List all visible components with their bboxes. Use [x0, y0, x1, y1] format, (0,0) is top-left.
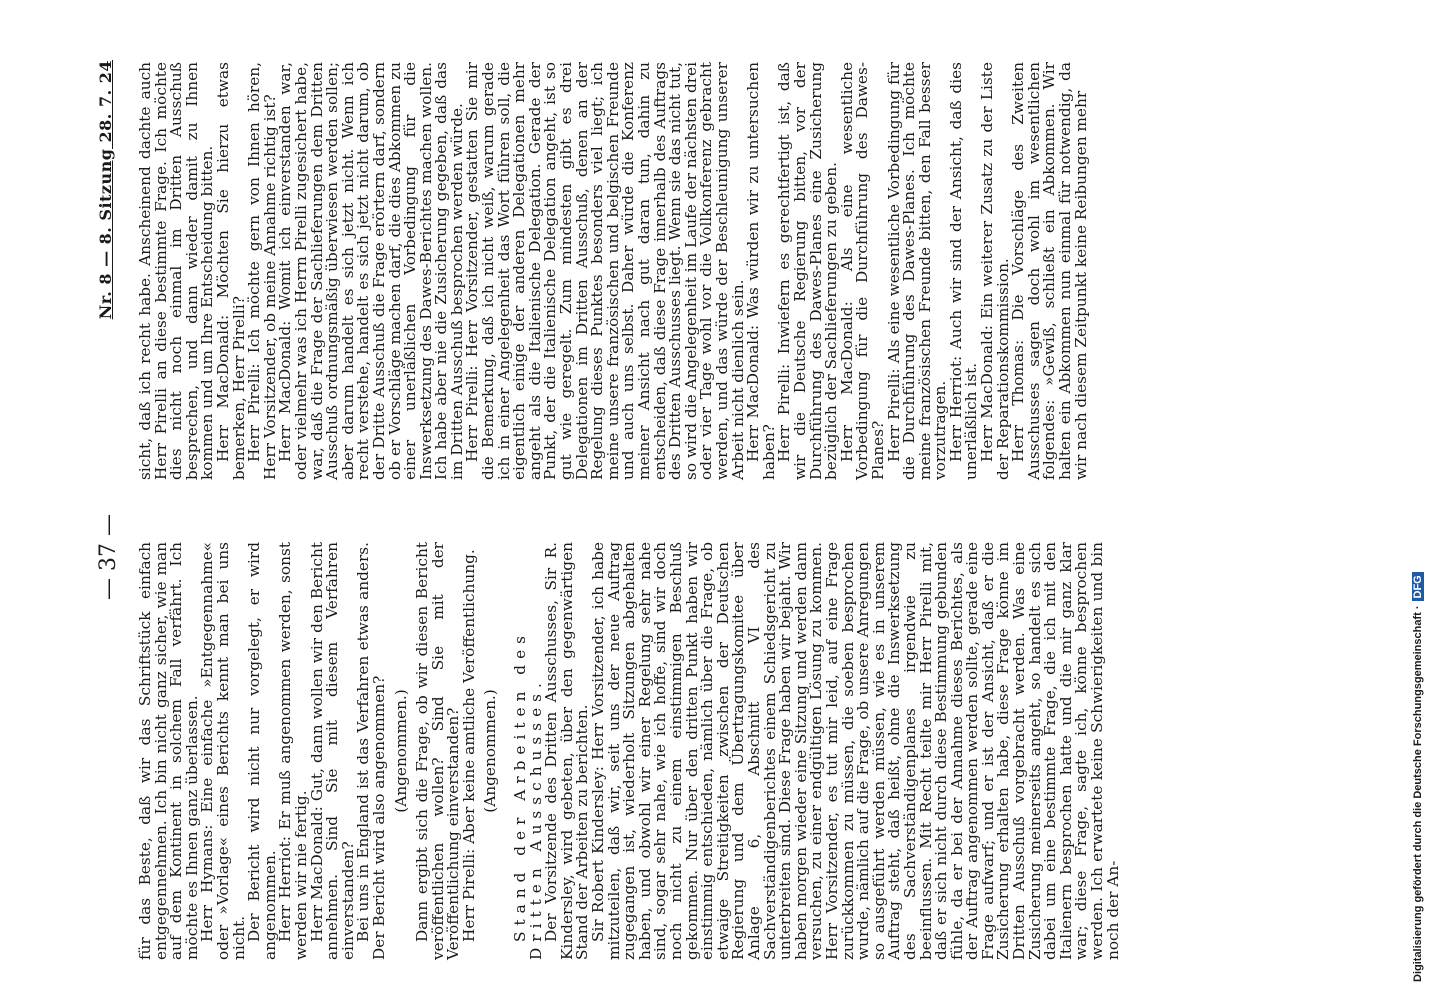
section-heading: Stand der Arbeiten des Dritten Ausschusses. — [511, 630, 545, 960]
paragraph: Sir Robert Kindersley: Herr Vorsitzender, ich habe mitzuteilen, daß wir, seit uns der neue Auftrag zugegangen ist, wiederholt Sitzungen abgehalten haben, und obwohl wir einer Regelung sehr nahe sind, sogar sehr nahe, wie ich hoffe, sind wir doch noch nicht zu einem einstimmigen Beschluß gekommen. Nur über den dritten Punkt haben wir einstimmig entschieden, nämlich über die Frage, ob etwaige Streitigkeiten zwischen der Deutschen Regierung und dem Übertragungskomitee über Anlage 6, Abschnitt VI des Sachverständigenberichtes einem Schiedsgericht zu unterbreiten sind. Diese Frage haben wir bejaht. Wir haben morgen wieder eine Sitzung und werden dann versuchen, zu einer endgültigen Lösung zu kommen. Herr Vorsitzender, es tut mir leid, auf eine Frage zurückkommen zu müssen, die soeben besprochen wurde, nämlich auf die Frage, ob unsere Anregungen so ausgeführt werden müssen, wie es in unserem Auftrag steht, daß heißt, ohne die Inswerksetzung des Sachverständigenplanes irgendwie zu beeinflussen. Mit Recht teilte mir Herr Pirelli mit, daß er sich nicht durch diese Bestimmung gebunden fühle, da er bei der Annahme dieses Berichtes, als der Auftrag angenommen werden sollte, gerade eine Frage aufwarf; und er ist der Ansicht, daß er die Zusicherung erhalten habe, diese Frage könne im Dritten Ausschuß vorgebracht werden. Was eine Zusicherung meinerseits angeht, so handelt es sich dabei um eine bestimmte Frage, die ich mit den Italienern besprochen hatte und die mir ganz klar war; diese Frage, sagte ich, könne besprochen werden. Ich erwartete keine Schwierigkeiten und bin noch der An- — [589, 542, 1122, 960]
paragraph: Herr Thomas: Die Vorschläge des Zweiten Ausschusses sagen doch wohl im wesentlichen folgendes: »Gewiß, schließt ein Abkommen. Wir halten ein Abkommen nun einmal für notwendig, da wir nach diesem Zeitpunkt keine Reibungen mehr — [1009, 62, 1090, 480]
paragraph: Herr Hymans: Eine einfache »Entgegennahme« oder »Vorlage« eines Berichts kennt man bei uns nicht. — [198, 542, 248, 960]
paragraph: Herr Pirelli: Inwiefern es gerechtfertigt ist, daß wir die Deutsche Regierung bitten, vor der Durchführung des Dawes-Planes eine Zusicherung bezüglich der Sachlieferungen zu geben. — [775, 62, 841, 480]
paragraph: sicht, daß ich recht habe. Anscheinend dachte auch Herr Pirelli an diese bestimmte Frage. Ich möchte dies nicht noch einmal im Dritten Ausschuß besprechen, und dann wieder damit zu Ihnen kommen und um Ihre Entscheidung bitten. — [136, 62, 217, 480]
paragraph: Herr MacDonald: Womit ich einverstanden war, oder vielmehr was ich Herrn Pirelli zugesichert habe, war, daß die Frage der Sachlieferungen dem Dritten Ausschuß ordnungsmäßig überwiesen werden sollen; aber darum handelt es sich jetzt nicht. Wenn ich recht verstehe, handelt es sich jetzt nicht darum, ob der Dritte Ausschuß die Frage erörtern darf, sondern ob er Vorschläge machen darf, die dies Abkommen zu einer unerläßlichen Vorbedingung für die Inswerksetzung des Dawes-Berichtes machen wollen. Ich habe aber nie die Zusicherung gegeben, daß das im Dritten Ausschuß besprochen werden würde. — [276, 62, 466, 480]
running-header — [96, 60, 126, 960]
adoption-note: (Angenommen.) — [481, 689, 500, 813]
credit-label: Digitalisierung gefördert durch die Deutsche Forschungsgemeinschaft · — [1412, 605, 1424, 982]
paragraph: Dann ergibt sich die Frage, ob wir diesen Bericht veröffentlichen wollen? Sind Sie mit der Veröffentlichung einverstanden? — [413, 542, 463, 960]
paragraph: Herr Herriot: Er muß angenommen werden, sonst werden wir nie fertig. — [276, 542, 310, 960]
digitization-credit-text — [1412, 0, 1430, 990]
session-reference: Nr. 8 — 8. Sitzung 28. 7. 24 — [96, 60, 115, 320]
paragraph: Der Bericht wird nicht nur vorgelegt, er wird angenommen. — [245, 542, 279, 960]
adoption-note: (Angenommen.) — [391, 689, 410, 813]
paragraph: für das Beste, daß wir das Schriftstück einfach entgegennehmen. Ich bin nicht ganz sicher, wie man auf dem Kontinent in solchem Fall verfährt. Ich möchte es Ihnen ganz überlassen. — [136, 542, 201, 960]
paragraph: Herr MacDonald: Möchten Sie hierzu etwas bemerken, Herr Pirelli? — [213, 62, 248, 480]
dfg-logo: DFG — [1412, 572, 1424, 601]
paragraph: Herr Pirelli: Als eine wesentliche Vorbedingung für die Durchführung des Dawes-Planes. Ich möchte meine französischen Freunde bitten, den Fall besser vorzutragen. — [884, 62, 950, 480]
paragraph: Herr MacDonald: Gut, dann wollen wir den Bericht annehmen. Sind Sie mit diesem Verfahren einverstanden? — [307, 542, 357, 960]
digitization-credit — [1408, 0, 1434, 1000]
paragraph: Herr Herriot: Auch wir sind der Ansicht, daß dies unerläßlich ist. — [946, 62, 981, 480]
paragraph: Der Vorsitzende des Dritten Ausschusses, Sir R. Kindersley, wird gebeten, über den gegenwärtigen Stand der Arbeiten zu berichten. — [542, 542, 592, 960]
paragraph: Bei uns in England ist das Verfahren etwas anders. Der Bericht wird also angenommen? — [354, 542, 388, 960]
paragraph: Herr MacDonald: Ein weiterer Zusatz zu der Liste der Reparationskommission. — [978, 62, 1012, 480]
paragraph: Herr Pirelli: Herr Vorsitzender, gestatten Sie mir die Bemerkung, daß ich nicht weiß, warum gerade ich in einer Angelegenheit das Wort führen soll, die eigentlich einige der anderen Delegationen mehr angeht als die Italienische Delegation. Gerade der Punkt, der die Italienische Delegation angeht, ist so gut wie geregelt. Zum mindesten gibt es drei Delegationen im Dritten Ausschuß, denen an der Regelung dieses Punktes besonders viel liegt; ich meine unsere französischen und belgischen Freunde und auch uns selbst. Daher würde die Konferenz meiner Ansicht nach gut daran tun, dahin zu entscheiden, daß diese Frage innerhalb des Auftrags des Dritten Ausschusses liegt. Wenn sie das nicht tut, so wird die Angelegenheit im Laufe der nächsten drei oder vier Tage wohl vor die Vollkonferenz gebracht werden, und das würde der Beschleunigung unserer Arbeit nicht dienlich sein. — [463, 62, 747, 480]
text-column-right — [138, 62, 1089, 480]
page-number: — 37 — — [96, 514, 121, 600]
paragraph: Herr Pirelli: Ich möchte gern von Ihnen hören, Herr Vorsitzender, ob meine Annahme richtig ist? — [245, 62, 279, 480]
paragraph: Herr MacDonald: Als eine wesentliche Vorbedingung für die Durchführung des Dawes-Planes? — [837, 62, 887, 480]
text-column-left — [138, 542, 1121, 960]
paragraph: Herr MacDonald: Was würden wir zu untersuchen haben? — [744, 62, 778, 480]
paragraph: Herr Pirelli: Aber keine amtliche Veröffentlichung. — [459, 549, 478, 942]
